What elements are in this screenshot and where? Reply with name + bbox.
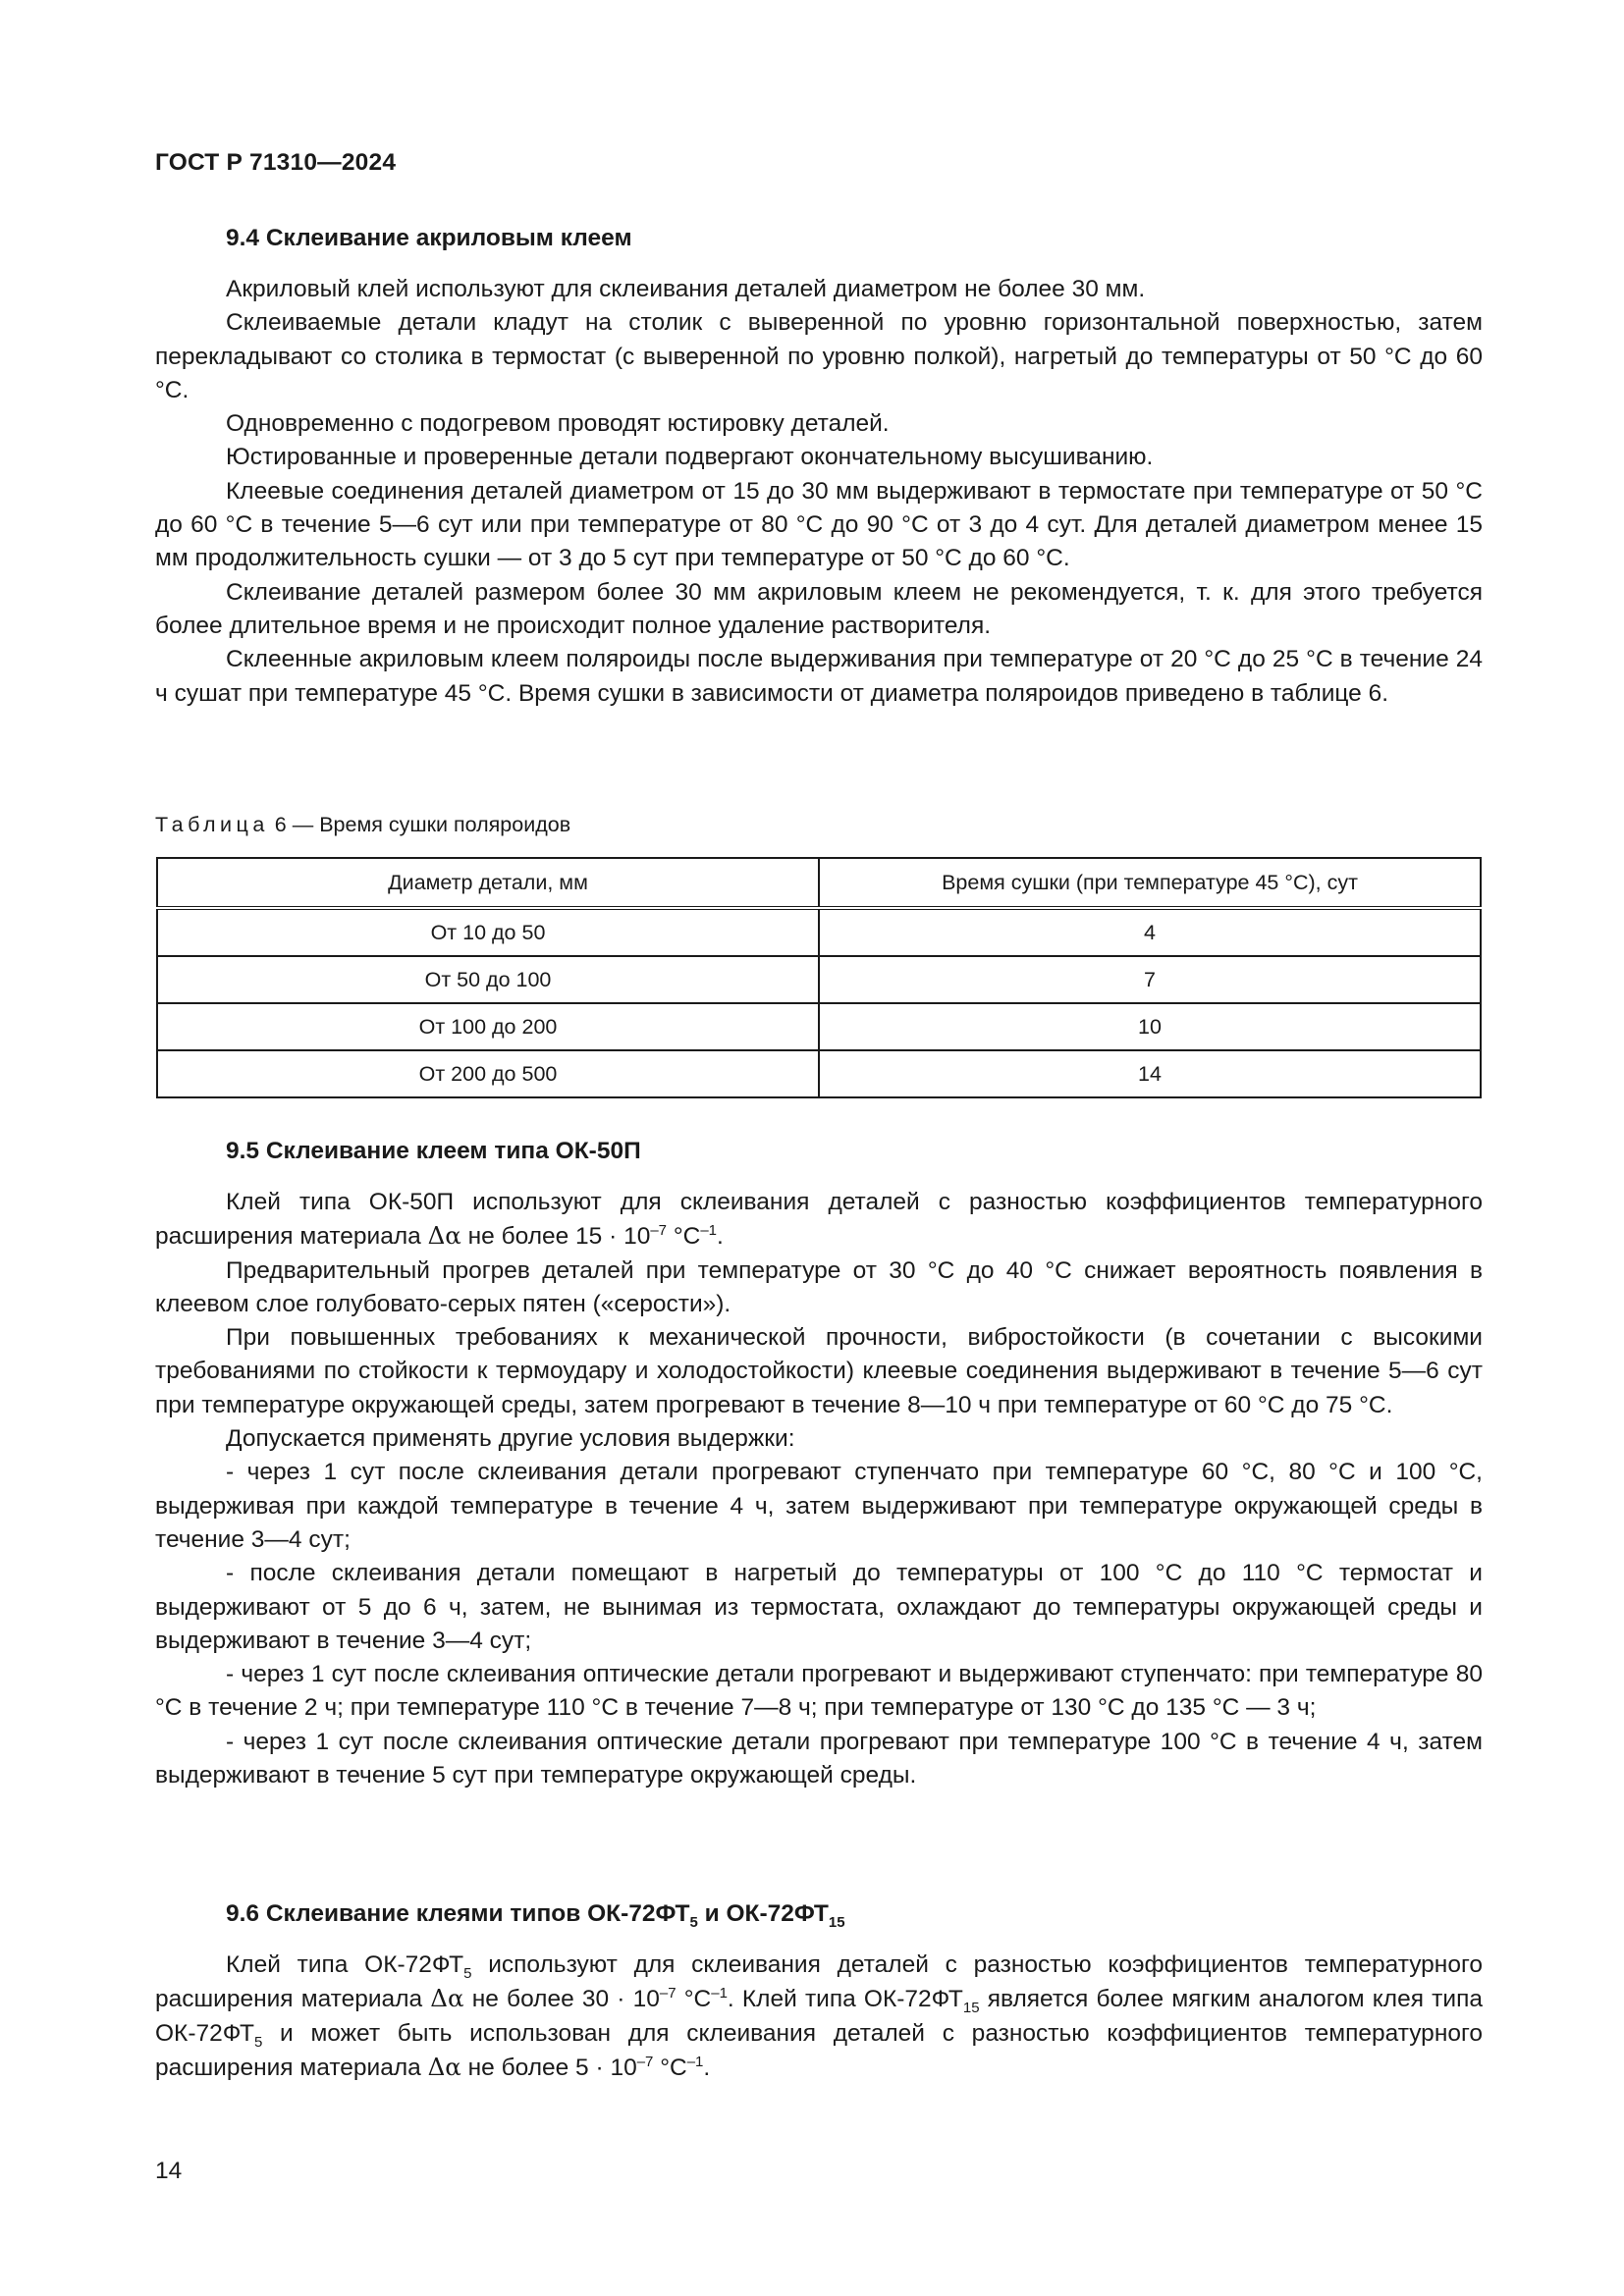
section-heading: 9.6 Склеивание клеями типов $ОК-72ФТ_5$ и $ОК-72ФТ_{15}$ bbox=[226, 1900, 845, 1931]
cell-diameter: От 200 до 500 bbox=[157, 1050, 819, 1097]
cell-diameter: От 10 до 50 bbox=[157, 908, 819, 956]
cell-time: 10 bbox=[819, 1003, 1481, 1050]
paragraph: Клей типа ОК-50П используют для склеивания деталей с разностью коэффициентов температурного расширения материала Δα не более $15 \cdot 10^{-7}$ $^\circ С^{-1}$. bbox=[155, 1189, 1483, 1251]
table-row bbox=[157, 1003, 1481, 1050]
section-heading: 9.4 Склеивание акриловым клеем bbox=[226, 225, 632, 251]
cell-time: 4 bbox=[819, 908, 1481, 956]
document-code: ГОСТ Р 71310—2024 bbox=[155, 149, 397, 176]
table-caption bbox=[155, 811, 570, 838]
paragraph: Клеевые соединения деталей диаметром от 15 до 30 мм выдерживают в термостате при температуре от 50 °С до 60 °С в течение 5—6 сут или при температуре от 80 °С до 90 °С от 3 до 4 сут. Для деталей диаметром менее 15 мм продолжительность сушки — от 3 до 5 сут при температуре от 50 °С до 60 °С. bbox=[155, 477, 1483, 572]
paragraph: При повышенных требованиях к механической прочности, вибростойкости (в сочетании с высокими требованиями по стойкости к термоудару и холодостойкости) клеевые соединения выдерживают в течение 5—6 сут при температуре окружающей среды, затем прогревают в течение 8—10 ч при температуре от 60 °С до 75 °С. bbox=[155, 1324, 1483, 1418]
list-item: - после склеивания детали помещают в нагретый до температуры от 100 °С до 110 °С термостат и выдерживают от 5 до 6 ч, затем, не вынимая из термостата, охлаждают до температуры окружающей среды и выдерживают в течение 3—4 сут; bbox=[155, 1560, 1483, 1654]
paragraph: Клей типа $ОК-72ФТ_5$ используют для склеивания деталей с разностью коэффициентов температурного расширения материала Δα не более $30 \cdot 10^{-7}$ $^\circ С^{-1}$. Клей типа $ОК-72ФТ_{15}$ является более мягким аналогом клея типа $ОК-72ФТ_5$ и может быть использован для склеивания деталей с разностью коэффициентов температурного расширения материала Δα не более $5 \cdot 10^{-7}$ $^\circ С^{-1}$. bbox=[155, 1951, 1483, 2081]
section-9-4 bbox=[155, 222, 1483, 711]
table-caption-text: 6 — Время сушки поляроидов bbox=[268, 813, 571, 836]
page-number: 14 bbox=[155, 2158, 183, 2184]
section-9-5 bbox=[155, 1135, 1483, 1792]
list-item: - через 1 сут после склеивания оптические детали прогревают при температуре 100 °С в течение 4 ч, затем выдерживают в течение 5 сут при температуре окружающей среды. bbox=[155, 1728, 1483, 1789]
drying-time-table bbox=[156, 857, 1482, 1098]
cell-diameter: От 100 до 200 bbox=[157, 1003, 819, 1050]
delta-alpha-symbol: Δα bbox=[430, 1984, 464, 2013]
section-9-6 bbox=[155, 1897, 1483, 2085]
cell-time: 7 bbox=[819, 956, 1481, 1003]
cell-diameter: От 50 до 100 bbox=[157, 956, 819, 1003]
table-header-row bbox=[157, 858, 1481, 908]
paragraph: Юстированные и проверенные детали подвергают окончательному высушиванию. bbox=[226, 444, 1154, 471]
list-item: - через 1 сут после склеивания детали прогревают ступенчато при температуре 60 °С, 80 °С и 100 °С, выдерживая при каждой температуре в течение 4 ч, затем выдерживают при температуре окружающей среды в течение 3—4 сут; bbox=[155, 1459, 1483, 1553]
table-row bbox=[157, 956, 1481, 1003]
delta-alpha-symbol: Δα bbox=[427, 1221, 461, 1251]
paragraph: Склеенные акриловым клеем поляроиды после выдерживания при температуре от 20 °С до 25 °С в течение 24 ч сушат при температуре 45 °С. Время сушки в зависимости от диаметра поляроидов приведено в таблице 6. bbox=[155, 646, 1483, 707]
list-item: - через 1 сут после склеивания оптические детали прогревают и выдерживают ступенчато: при температуре 80 °С в течение 2 ч; при температуре 110 °С в течение 7—8 ч; при температуре от 130 °С до 135 °С — 3 ч; bbox=[155, 1661, 1483, 1722]
paragraph: Одновременно с подогревом проводят юстировку деталей. bbox=[226, 410, 890, 438]
paragraph: Акриловый клей используют для склеивания деталей диаметром не более 30 мм. bbox=[226, 276, 1146, 302]
cell-time: 14 bbox=[819, 1050, 1481, 1097]
paragraph: Склеиваемые детали кладут на столик с выверенной по уровню горизонтальной поверхностью, затем перекладывают со столика в термостат (с выверенной по уровню полкой), нагретый до температуры от 50 °С до 60 °С. bbox=[155, 309, 1483, 403]
paragraph: Склеивание деталей размером более 30 мм акриловым клеем не рекомендуется, т. к. для этого требуется более длительное время и не происходит полное удаление растворителя. bbox=[155, 578, 1483, 639]
table-row bbox=[157, 908, 1481, 956]
table-caption-label: Таблица bbox=[155, 813, 269, 836]
table-row bbox=[157, 1050, 1481, 1097]
paragraph: Предварительный прогрев деталей при температуре от 30 °С до 40 °С снижает вероятность появления в клеевом слое голубовато-серых пятен («серости»). bbox=[155, 1256, 1483, 1317]
section-heading: 9.5 Склеивание клеем типа ОК-50П bbox=[226, 1138, 641, 1164]
paragraph: Допускается применять другие условия выдержки: bbox=[226, 1425, 795, 1453]
column-header-diameter: Диаметр детали, мм bbox=[157, 858, 819, 908]
column-header-time: Время сушки (при температуре 45 °С), сут bbox=[819, 858, 1481, 908]
